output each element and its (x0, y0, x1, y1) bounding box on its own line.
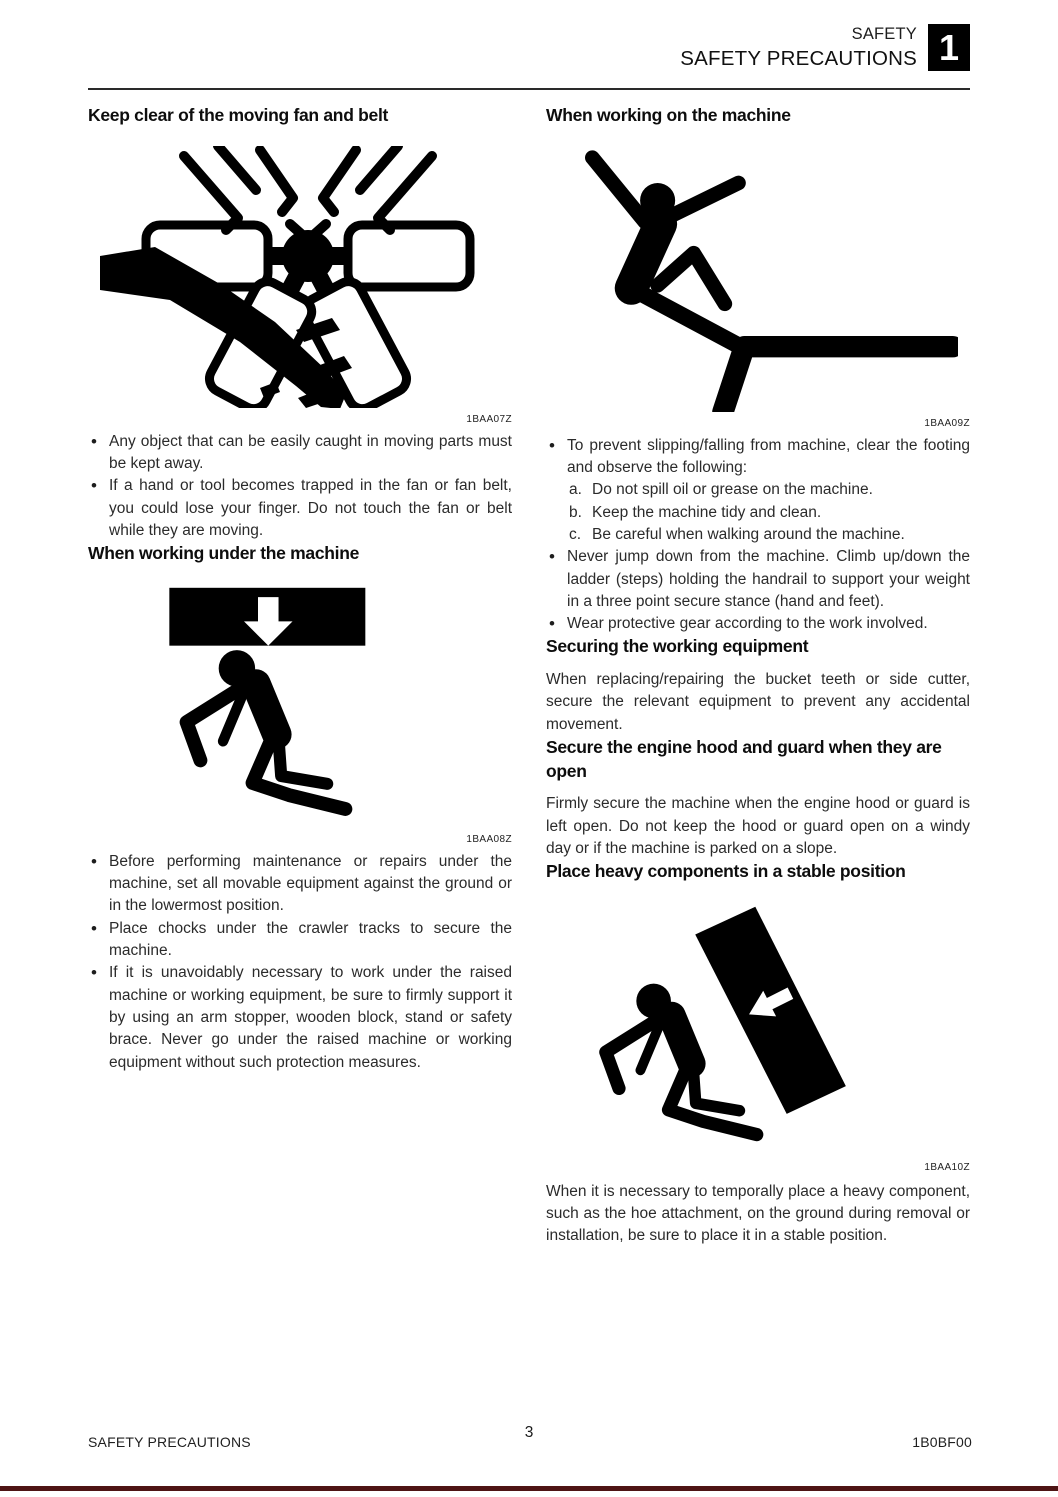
bullet-item: • If it is unavoidably necessary to work under the raised machine or working equipment, be sure to firmly support it by using an arm stopper, wooden block, stand or safety brace. Never go under the raised machine or working equipment without such protection measures. (88, 962, 512, 1074)
sub-item-text: Be careful when walking around the machine. (592, 525, 905, 543)
crouching-person-silhouette (187, 650, 346, 809)
bullet-item: • If a hand or tool becomes trapped in the fan or fan belt, you could lose your finger. Do not touch the fan or belt while they are moving. (88, 475, 512, 542)
paragraph-engine-hood: Firmly secure the machine when the engine hood or guard is left open. Do not keep the hood or guard open on a windy day or if the machine is parked on a slope. (546, 795, 970, 857)
section-heading-on-machine: When working on the machine (546, 105, 791, 125)
section-heading-securing-equipment: Securing the working equipment (546, 636, 809, 657)
paragraph-heavy-component: When it is necessary to temporally place a heavy component, such as the hoe attachment, on the ground during removal or installation, be sure to place it in a stable position. (546, 1182, 970, 1245)
header-kicker: SAFETY (851, 25, 917, 44)
sub-item-label: c. (569, 525, 582, 543)
header-text (680, 25, 917, 71)
bullet-list-on-machine (546, 435, 970, 636)
figure-slipping (546, 144, 970, 429)
heavy-component-pictogram (583, 896, 933, 1156)
slipping-person-pictogram (558, 144, 958, 412)
falling-person-silhouette (592, 157, 744, 348)
figure-label: 1BAA08Z (466, 833, 512, 845)
figure-heavy-component (546, 896, 970, 1173)
page-title: SAFETY PRECAUTIONS (680, 47, 917, 71)
section-heading-under-machine: When working under the machine (88, 543, 360, 564)
bullet-item: • Wear protective gear according to the work involved. (546, 613, 970, 635)
bottom-edge-rule (0, 1486, 1058, 1491)
page-header (680, 24, 970, 71)
footer-doc-code: 1B0BF00 (912, 1434, 972, 1450)
sub-item-label: a. (569, 481, 582, 499)
chapter-number-badge: 1 (928, 24, 970, 71)
bullet-item: • Place chocks under the crawler tracks to secure the machine. (88, 918, 512, 963)
right-column (546, 104, 970, 1248)
sub-item-text: Do not spill oil or grease on the machine. (592, 481, 873, 499)
sub-item (567, 524, 970, 546)
figure-fan-hand (88, 146, 512, 425)
bullet-item: • Never jump down from the machine. Climb up/down the ladder (steps) holding the handrail to support your weight in a three point secure stance (hand and feet). (546, 546, 970, 613)
footer-section-title: SAFETY PRECAUTIONS (88, 1434, 251, 1450)
figure-label: 1BAA07Z (466, 413, 512, 425)
left-column (88, 104, 512, 1074)
figure-under-machine (88, 580, 512, 845)
page-number: 3 (524, 1424, 534, 1441)
bullet-list-fan-belt (88, 431, 512, 543)
section-heading-heavy-components: Place heavy components in a stable position (546, 861, 906, 882)
figure-label: 1BAA09Z (924, 417, 970, 429)
header-rule (88, 88, 970, 90)
bullet-item: • Any object that can be easily caught in moving parts must be kept away. (88, 431, 512, 476)
sub-item (567, 479, 970, 501)
bullet-item (546, 435, 970, 547)
bullet-text: To prevent slipping/falling from machine, clear the footing and observe the following: (567, 436, 970, 476)
under-machine-pictogram (160, 580, 440, 828)
paragraph-securing-equipment: When replacing/repairing the bucket teeth or side cutter, secure the relevant equipment to prevent any accidental movement. (546, 671, 970, 733)
sub-item-text: Keep the machine tidy and clean. (592, 503, 822, 521)
section-heading-fan-belt: Keep clear of the moving fan and belt (88, 105, 389, 125)
bullet-item: • Before performing maintenance or repairs under the machine, set all movable equipment against the ground or in the lowermost position. (88, 851, 512, 918)
bullet-list-under-machine (88, 851, 512, 1074)
sub-item-label: b. (569, 503, 582, 521)
section-heading-engine-hood: Secure the engine hood and guard when they are open (546, 737, 942, 781)
sub-item (567, 502, 970, 524)
platform-edge (723, 346, 953, 411)
fan-hand-pictogram (100, 146, 500, 408)
figure-label: 1BAA10Z (924, 1161, 970, 1173)
